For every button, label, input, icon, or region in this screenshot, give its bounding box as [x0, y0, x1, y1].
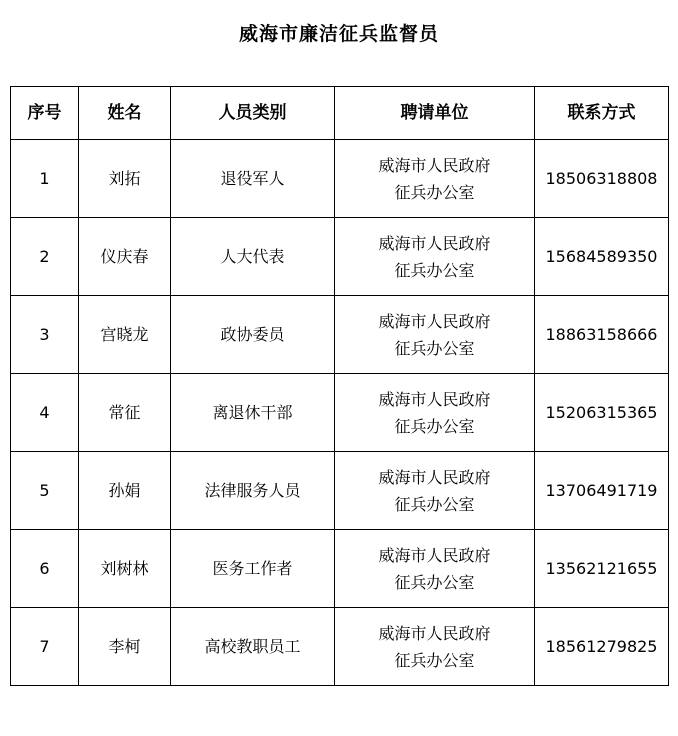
cell-index: 2: [11, 218, 79, 296]
column-header-index: 序号: [11, 87, 79, 140]
cell-unit-line-1: 威海市人民政府: [378, 389, 491, 409]
cell-unit: [335, 218, 535, 296]
cell-category: 高校教职员工: [171, 608, 335, 686]
cell-index: 7: [11, 608, 79, 686]
cell-category: 退役军人: [171, 140, 335, 218]
cell-unit-line-1: 威海市人民政府: [378, 155, 491, 175]
cell-unit: [335, 296, 535, 374]
table-row: [11, 374, 669, 452]
cell-name: 刘树林: [79, 530, 171, 608]
cell-contact: 18561279825: [535, 608, 669, 686]
cell-unit: [335, 608, 535, 686]
cell-unit-line-1: 威海市人民政府: [378, 467, 491, 487]
cell-unit-line-1: 威海市人民政府: [378, 311, 491, 331]
cell-category: 离退休干部: [171, 374, 335, 452]
cell-name: 仪庆春: [79, 218, 171, 296]
cell-unit-line-2: 征兵办公室: [394, 650, 475, 670]
cell-unit-line-2: 征兵办公室: [394, 338, 475, 358]
table-body: [11, 140, 669, 686]
supervisors-table: [10, 86, 669, 686]
cell-unit-line-2: 征兵办公室: [394, 494, 475, 514]
cell-contact: 13706491719: [535, 452, 669, 530]
cell-category: 人大代表: [171, 218, 335, 296]
table-header: [11, 87, 669, 140]
table-header-row: [11, 87, 669, 140]
table-row: [11, 218, 669, 296]
cell-index: 1: [11, 140, 79, 218]
cell-unit: [335, 140, 535, 218]
cell-unit: [335, 530, 535, 608]
cell-contact: 18506318808: [535, 140, 669, 218]
column-header-name: 姓名: [79, 87, 171, 140]
cell-unit: [335, 374, 535, 452]
cell-name: 宫晓龙: [79, 296, 171, 374]
cell-index: 5: [11, 452, 79, 530]
cell-contact: 18863158666: [535, 296, 669, 374]
table-row: [11, 140, 669, 218]
cell-name: 刘拓: [79, 140, 171, 218]
table-row: [11, 608, 669, 686]
cell-index: 6: [11, 530, 79, 608]
column-header-unit: 聘请单位: [335, 87, 535, 140]
table-row: [11, 452, 669, 530]
table-row: [11, 530, 669, 608]
page-title: 威海市廉洁征兵监督员: [238, 23, 439, 45]
cell-unit-line-1: 威海市人民政府: [378, 623, 491, 643]
cell-index: 4: [11, 374, 79, 452]
cell-unit: [335, 452, 535, 530]
cell-unit-line-2: 征兵办公室: [394, 416, 475, 436]
cell-unit-line-1: 威海市人民政府: [378, 233, 491, 253]
table-container: [0, 48, 678, 686]
cell-category: 法律服务人员: [171, 452, 335, 530]
column-header-category: 人员类别: [171, 87, 335, 140]
cell-unit-line-2: 征兵办公室: [394, 572, 475, 592]
cell-name: 常征: [79, 374, 171, 452]
cell-unit-line-1: 威海市人民政府: [378, 545, 491, 565]
cell-name: 孙娟: [79, 452, 171, 530]
cell-category: 医务工作者: [171, 530, 335, 608]
table-row: [11, 296, 669, 374]
cell-contact: 13562121655: [535, 530, 669, 608]
cell-unit-line-2: 征兵办公室: [394, 260, 475, 280]
column-header-contact: 联系方式: [535, 87, 669, 140]
cell-unit-line-2: 征兵办公室: [394, 182, 475, 202]
cell-index: 3: [11, 296, 79, 374]
cell-category: 政协委员: [171, 296, 335, 374]
cell-contact: 15684589350: [535, 218, 669, 296]
cell-contact: 15206315365: [535, 374, 669, 452]
cell-name: 李柯: [79, 608, 171, 686]
